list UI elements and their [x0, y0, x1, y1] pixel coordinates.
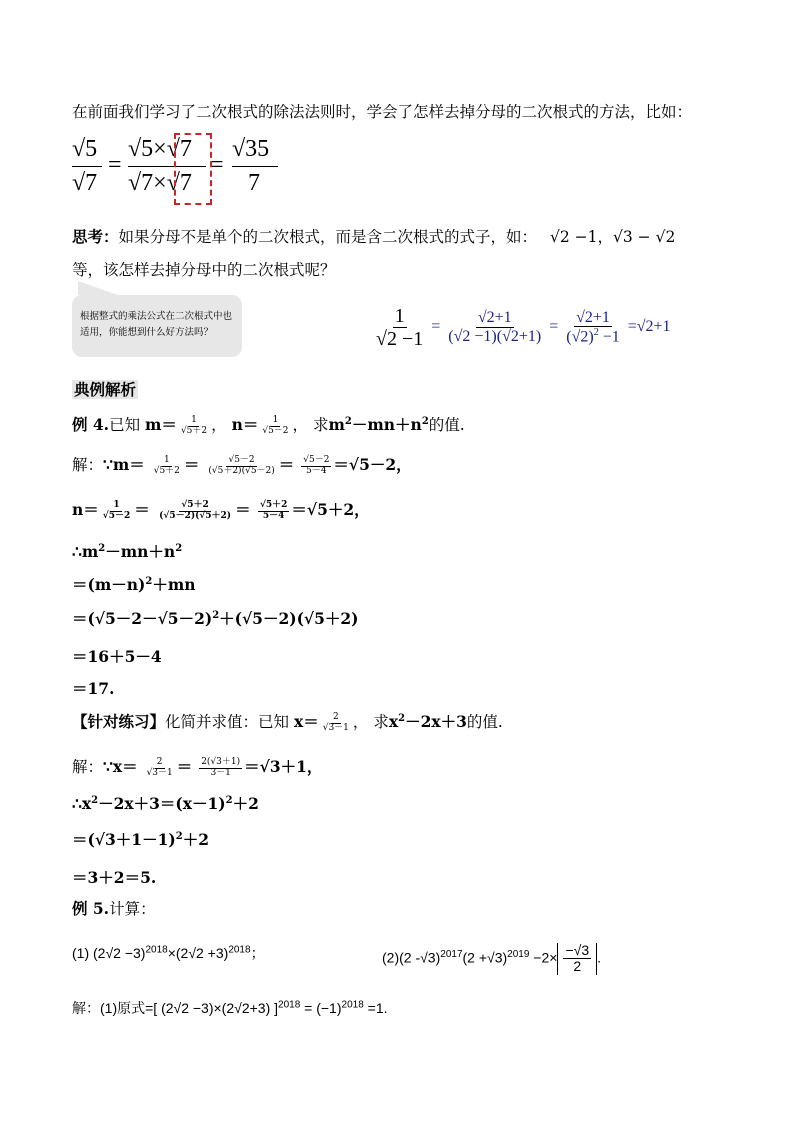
ex4-sol2: n＝ $\frac{1}{√5-2}$ ＝ $\frac{√5+2}{(√5-2)(√5+2)}$ ＝ $\frac{√5+2}{5-4}$ ＝√5＋2， — [72, 499, 370, 521]
fraction-example: √5 √7 = √5×√7 √7×√7 = √35 7 — [72, 132, 292, 202]
practice: 【针对练习】化简并求值：已知 x＝ $\frac{2}{√3-1}$ ， 求$x^2-2x+3$的值. — [72, 711, 503, 733]
ex4-sol4: $=(m-n)^2+mn$ — [72, 575, 196, 594]
ex5-sol: 解：(1)原式=[ (2√2 −3)×(2√2+3) ]$^{2018} = (-1)^{2018} =1$. — [72, 999, 388, 1016]
practice-sol1: 解：∵x＝ $\frac{2}{√3-1}$ ＝ $\frac{2(√3+1)}{3-1}$ ＝√3＋1， — [72, 756, 323, 778]
ex4-sol1: 解：∵m＝ $\frac{1}{√5+2}$ ＝ $\frac{√5-2}{(√5+2)(√5-2)}$ ＝ $\frac{√5-2}{5-4}$ ＝√5－2， — [72, 454, 412, 476]
think-end: 等，该怎样去掉分母中的二次根式呢？ — [72, 261, 336, 279]
section-title: 典例解析 — [74, 380, 137, 399]
rationalize-example: $\frac{1}{√2 -1}$ = $\frac{√2+1}{(√2 -1)(√2+1)}$ = $\frac{√2+1}{(√2)^2 -1}$ =√2+1 — [376, 305, 671, 350]
ex4-sol6: ＝16＋5－4 — [72, 647, 162, 666]
ex5-p2: (2)(2 $-√3)^{2017}(2 +√3)^{2019} -2\times$ $\frac{-√3}{2}$ . — [382, 942, 601, 975]
ex4: 例 4.已知 m＝ $\frac{1}{√5+2}$ ， n＝ $\frac{1}{√5-2}$ ， 求$m^2-mn+n^2$的值. — [72, 414, 465, 436]
practice-sol2: $\therefore x^2-2x+3=(x-1)^2+2$ — [72, 794, 259, 813]
ex4-sol7: ＝17. — [72, 679, 115, 698]
hint-bubble: 根据整式的乘法公式在二次根式中也适用，你能想到什么好方法吗？ — [72, 295, 242, 357]
ex4-sol3: $\therefore m^2-mn+n^2$ — [72, 542, 183, 561]
think-line: 思考：如果分母不是单个的二次根式，而是含二次根式的式子，如： √2 −1，√3 − √2 — [72, 227, 676, 246]
ex5-p1: (1) $(2√2 -3)^{2018}\times(2√2 +3)^{2018}$； — [72, 944, 265, 961]
intro: 在前面我们学习了二次根式的除法法则时，学会了怎样去掉分母的二次根式的方法，比如： — [72, 103, 693, 121]
ex4-sol5: $=(√5-2-√5-2)^2+(√5-2)(√5+2)$ — [72, 609, 359, 628]
practice-sol3: $=(√3+1-1)^2+2$ — [72, 830, 209, 849]
ex5: 例 5.计算： — [72, 899, 156, 918]
practice-sol4: ＝3＋2＝5. — [72, 868, 157, 887]
highlight-box — [174, 133, 212, 205]
